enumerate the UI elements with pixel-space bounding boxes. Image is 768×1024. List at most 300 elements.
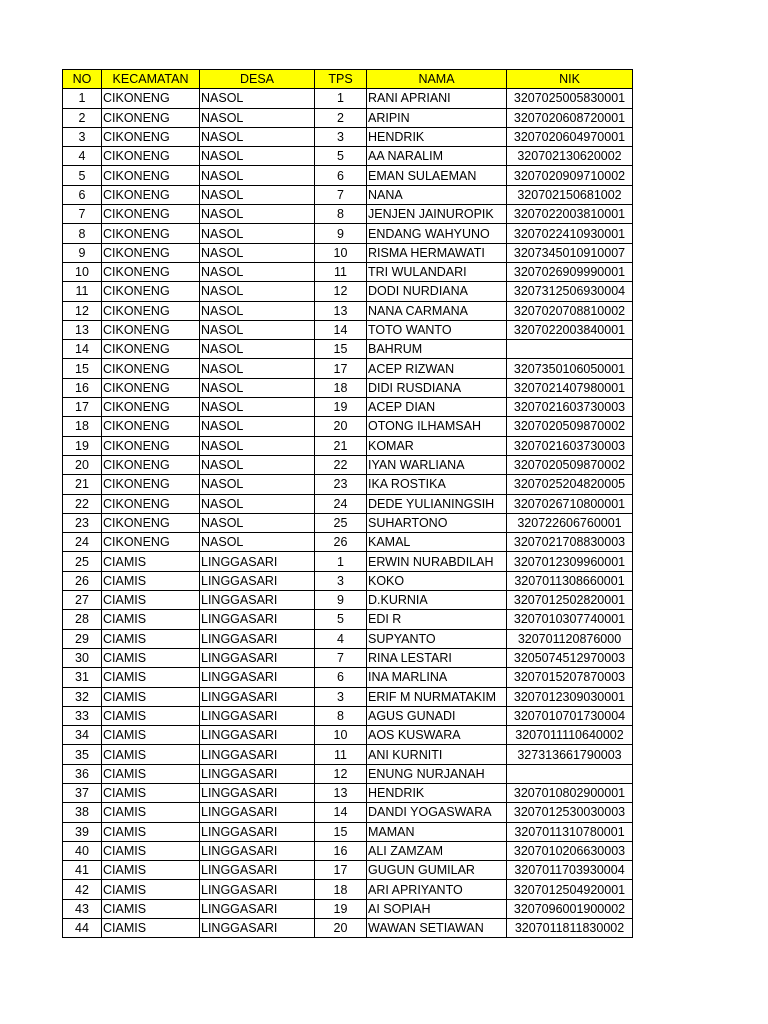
cell-kecamatan: CIAMIS xyxy=(102,591,200,610)
table-row xyxy=(63,320,633,339)
cell-nik: 320722606760001 xyxy=(507,513,633,532)
header-nik: NIK xyxy=(507,70,633,89)
cell-tps: 15 xyxy=(315,822,367,841)
cell-tps: 3 xyxy=(315,571,367,590)
cell-kecamatan: CIAMIS xyxy=(102,629,200,648)
cell-no: 4 xyxy=(63,147,102,166)
cell-kecamatan: CIKONENG xyxy=(102,533,200,552)
cell-nama: IYAN WARLIANA xyxy=(367,455,507,474)
cell-nik: 3207010307740001 xyxy=(507,610,633,629)
cell-nama: SUPYANTO xyxy=(367,629,507,648)
cell-no: 10 xyxy=(63,262,102,281)
cell-kecamatan: CIAMIS xyxy=(102,803,200,822)
cell-no: 40 xyxy=(63,841,102,860)
cell-desa: LINGGASARI xyxy=(200,648,315,667)
cell-desa: NASOL xyxy=(200,147,315,166)
cell-tps: 14 xyxy=(315,320,367,339)
cell-desa: NASOL xyxy=(200,398,315,417)
table-row xyxy=(63,417,633,436)
cell-kecamatan: CIKONENG xyxy=(102,455,200,474)
cell-kecamatan: CIAMIS xyxy=(102,668,200,687)
table-row xyxy=(63,687,633,706)
header-kecamatan: KECAMATAN xyxy=(102,70,200,89)
cell-nik: 3207345010910007 xyxy=(507,243,633,262)
cell-nama: KOKO xyxy=(367,571,507,590)
cell-nama: INA MARLINA xyxy=(367,668,507,687)
cell-tps: 8 xyxy=(315,706,367,725)
cell-no: 25 xyxy=(63,552,102,571)
cell-nik: 3207312506930004 xyxy=(507,282,633,301)
cell-tps: 18 xyxy=(315,880,367,899)
cell-no: 13 xyxy=(63,320,102,339)
cell-no: 29 xyxy=(63,629,102,648)
table-body xyxy=(63,89,633,938)
cell-nama: TRI WULANDARI xyxy=(367,262,507,281)
cell-no: 2 xyxy=(63,108,102,127)
cell-nama: MAMAN xyxy=(367,822,507,841)
cell-kecamatan: CIAMIS xyxy=(102,610,200,629)
cell-tps: 20 xyxy=(315,919,367,938)
cell-no: 33 xyxy=(63,706,102,725)
cell-kecamatan: CIKONENG xyxy=(102,475,200,494)
cell-tps: 11 xyxy=(315,262,367,281)
cell-nik: 3207020509870002 xyxy=(507,417,633,436)
cell-kecamatan: CIAMIS xyxy=(102,745,200,764)
cell-kecamatan: CIKONENG xyxy=(102,185,200,204)
cell-kecamatan: CIKONENG xyxy=(102,359,200,378)
cell-no: 36 xyxy=(63,764,102,783)
cell-desa: NASOL xyxy=(200,494,315,513)
table-row xyxy=(63,147,633,166)
cell-nik: 3207096001900002 xyxy=(507,899,633,918)
table-row xyxy=(63,861,633,880)
cell-tps: 16 xyxy=(315,841,367,860)
cell-nama: EDI R xyxy=(367,610,507,629)
cell-desa: LINGGASARI xyxy=(200,919,315,938)
cell-desa: LINGGASARI xyxy=(200,880,315,899)
cell-nama: D.KURNIA xyxy=(367,591,507,610)
cell-nik: 3207012530030003 xyxy=(507,803,633,822)
cell-nama: WAWAN SETIAWAN xyxy=(367,919,507,938)
cell-no: 37 xyxy=(63,783,102,802)
table-row xyxy=(63,436,633,455)
cell-nik: 3207021603730003 xyxy=(507,398,633,417)
cell-no: 3 xyxy=(63,127,102,146)
cell-no: 22 xyxy=(63,494,102,513)
cell-nama: DANDI YOGASWARA xyxy=(367,803,507,822)
cell-tps: 5 xyxy=(315,610,367,629)
cell-kecamatan: CIKONENG xyxy=(102,205,200,224)
cell-tps: 6 xyxy=(315,166,367,185)
cell-tps: 9 xyxy=(315,224,367,243)
voter-data-table xyxy=(62,69,633,938)
table-row xyxy=(63,359,633,378)
cell-nik: 3207021603730003 xyxy=(507,436,633,455)
table-row xyxy=(63,783,633,802)
cell-desa: NASOL xyxy=(200,205,315,224)
table-row xyxy=(63,629,633,648)
header-row xyxy=(63,70,633,89)
cell-nik: 3207021407980001 xyxy=(507,378,633,397)
cell-tps: 1 xyxy=(315,552,367,571)
cell-nama: OTONG ILHAMSAH xyxy=(367,417,507,436)
cell-nik: 3207021708830003 xyxy=(507,533,633,552)
cell-nama: KAMAL xyxy=(367,533,507,552)
table-row xyxy=(63,205,633,224)
cell-desa: NASOL xyxy=(200,378,315,397)
cell-nik: 3207020909710002 xyxy=(507,166,633,185)
cell-desa: NASOL xyxy=(200,127,315,146)
cell-no: 11 xyxy=(63,282,102,301)
cell-nama: ANI KURNITI xyxy=(367,745,507,764)
cell-nik: 3207012504920001 xyxy=(507,880,633,899)
cell-desa: LINGGASARI xyxy=(200,610,315,629)
cell-tps: 8 xyxy=(315,205,367,224)
table-row xyxy=(63,841,633,860)
cell-desa: NASOL xyxy=(200,340,315,359)
table-row xyxy=(63,262,633,281)
cell-tps: 19 xyxy=(315,899,367,918)
cell-kecamatan: CIKONENG xyxy=(102,127,200,146)
table-row xyxy=(63,127,633,146)
cell-tps: 14 xyxy=(315,803,367,822)
table-row xyxy=(63,803,633,822)
cell-desa: NASOL xyxy=(200,301,315,320)
cell-nama: ACEP DIAN xyxy=(367,398,507,417)
cell-kecamatan: CIAMIS xyxy=(102,861,200,880)
table-row xyxy=(63,899,633,918)
cell-desa: NASOL xyxy=(200,108,315,127)
cell-desa: NASOL xyxy=(200,282,315,301)
cell-tps: 13 xyxy=(315,783,367,802)
table-row xyxy=(63,610,633,629)
table-row xyxy=(63,919,633,938)
cell-nik: 3205074512970003 xyxy=(507,648,633,667)
table-row xyxy=(63,340,633,359)
cell-no: 31 xyxy=(63,668,102,687)
cell-kecamatan: CIKONENG xyxy=(102,262,200,281)
cell-desa: NASOL xyxy=(200,320,315,339)
table-row xyxy=(63,282,633,301)
cell-no: 26 xyxy=(63,571,102,590)
cell-nama: ARI APRIYANTO xyxy=(367,880,507,899)
cell-kecamatan: CIAMIS xyxy=(102,880,200,899)
cell-tps: 10 xyxy=(315,726,367,745)
cell-kecamatan: CIAMIS xyxy=(102,764,200,783)
cell-no: 41 xyxy=(63,861,102,880)
cell-no: 38 xyxy=(63,803,102,822)
cell-kecamatan: CIAMIS xyxy=(102,687,200,706)
cell-nama: SUHARTONO xyxy=(367,513,507,532)
cell-desa: LINGGASARI xyxy=(200,783,315,802)
cell-tps: 22 xyxy=(315,455,367,474)
cell-tps: 3 xyxy=(315,687,367,706)
cell-nik: 320702130620002 xyxy=(507,147,633,166)
table-row xyxy=(63,301,633,320)
cell-desa: LINGGASARI xyxy=(200,764,315,783)
cell-tps: 18 xyxy=(315,378,367,397)
cell-no: 8 xyxy=(63,224,102,243)
cell-no: 35 xyxy=(63,745,102,764)
table-row xyxy=(63,378,633,397)
cell-nama: HENDRIK xyxy=(367,783,507,802)
table-row xyxy=(63,552,633,571)
cell-no: 27 xyxy=(63,591,102,610)
cell-nik: 3207020608720001 xyxy=(507,108,633,127)
cell-kecamatan: CIKONENG xyxy=(102,494,200,513)
cell-no: 42 xyxy=(63,880,102,899)
cell-nik: 3207025005830001 xyxy=(507,89,633,108)
cell-nik: 3207025204820005 xyxy=(507,475,633,494)
cell-desa: LINGGASARI xyxy=(200,745,315,764)
cell-no: 39 xyxy=(63,822,102,841)
cell-tps: 21 xyxy=(315,436,367,455)
cell-nik: 3207010802900001 xyxy=(507,783,633,802)
cell-nik: 327313661790003 xyxy=(507,745,633,764)
cell-nik: 3207011310780001 xyxy=(507,822,633,841)
cell-nik: 3207012309960001 xyxy=(507,552,633,571)
cell-nik: 3207011110640002 xyxy=(507,726,633,745)
cell-tps: 4 xyxy=(315,629,367,648)
table-row xyxy=(63,764,633,783)
cell-kecamatan: CIKONENG xyxy=(102,147,200,166)
table-row xyxy=(63,398,633,417)
cell-no: 21 xyxy=(63,475,102,494)
cell-desa: LINGGASARI xyxy=(200,571,315,590)
cell-no: 34 xyxy=(63,726,102,745)
header-desa: DESA xyxy=(200,70,315,89)
cell-desa: LINGGASARI xyxy=(200,822,315,841)
cell-kecamatan: CIAMIS xyxy=(102,571,200,590)
cell-no: 5 xyxy=(63,166,102,185)
cell-kecamatan: CIAMIS xyxy=(102,899,200,918)
cell-nik: 3207022410930001 xyxy=(507,224,633,243)
cell-tps: 26 xyxy=(315,533,367,552)
cell-nik: 3207011811830002 xyxy=(507,919,633,938)
cell-no: 43 xyxy=(63,899,102,918)
cell-desa: NASOL xyxy=(200,417,315,436)
table-row xyxy=(63,475,633,494)
cell-kecamatan: CIKONENG xyxy=(102,513,200,532)
table-row xyxy=(63,648,633,667)
cell-tps: 25 xyxy=(315,513,367,532)
cell-nik: 3207011703930004 xyxy=(507,861,633,880)
table-row xyxy=(63,822,633,841)
cell-no: 6 xyxy=(63,185,102,204)
cell-tps: 19 xyxy=(315,398,367,417)
cell-no: 24 xyxy=(63,533,102,552)
cell-nama: KOMAR xyxy=(367,436,507,455)
cell-kecamatan: CIAMIS xyxy=(102,552,200,571)
cell-nama: ERWIN NURABDILAH xyxy=(367,552,507,571)
cell-kecamatan: CIKONENG xyxy=(102,89,200,108)
table-row xyxy=(63,571,633,590)
cell-desa: NASOL xyxy=(200,436,315,455)
cell-tps: 12 xyxy=(315,282,367,301)
cell-tps: 13 xyxy=(315,301,367,320)
cell-kecamatan: CIAMIS xyxy=(102,822,200,841)
cell-nama: HENDRIK xyxy=(367,127,507,146)
cell-kecamatan: CIKONENG xyxy=(102,340,200,359)
cell-no: 17 xyxy=(63,398,102,417)
cell-nik: 3207026710800001 xyxy=(507,494,633,513)
cell-nik: 3207022003810001 xyxy=(507,205,633,224)
cell-nama: RISMA HERMAWATI xyxy=(367,243,507,262)
cell-nama: AOS KUSWARA xyxy=(367,726,507,745)
cell-nama: DODI NURDIANA xyxy=(367,282,507,301)
cell-kecamatan: CIKONENG xyxy=(102,436,200,455)
table-row xyxy=(63,591,633,610)
cell-nik: 3207022003840001 xyxy=(507,320,633,339)
cell-kecamatan: CIKONENG xyxy=(102,320,200,339)
cell-nama: NANA CARMANA xyxy=(367,301,507,320)
cell-nik: 3207020604970001 xyxy=(507,127,633,146)
cell-tps: 10 xyxy=(315,243,367,262)
cell-nama: EMAN SULAEMAN xyxy=(367,166,507,185)
cell-kecamatan: CIAMIS xyxy=(102,726,200,745)
cell-desa: LINGGASARI xyxy=(200,726,315,745)
cell-tps: 12 xyxy=(315,764,367,783)
table-row xyxy=(63,726,633,745)
cell-kecamatan: CIKONENG xyxy=(102,301,200,320)
cell-desa: NASOL xyxy=(200,89,315,108)
cell-nik: 320702150681002 xyxy=(507,185,633,204)
cell-kecamatan: CIKONENG xyxy=(102,224,200,243)
cell-desa: LINGGASARI xyxy=(200,687,315,706)
cell-nama: AA NARALIM xyxy=(367,147,507,166)
table-row xyxy=(63,706,633,725)
cell-tps: 17 xyxy=(315,359,367,378)
cell-nik: 3207010701730004 xyxy=(507,706,633,725)
cell-tps: 7 xyxy=(315,648,367,667)
cell-tps: 24 xyxy=(315,494,367,513)
cell-desa: LINGGASARI xyxy=(200,841,315,860)
header-nama: NAMA xyxy=(367,70,507,89)
cell-tps: 5 xyxy=(315,147,367,166)
cell-nik: 3207011308660001 xyxy=(507,571,633,590)
cell-nama: AGUS GUNADI xyxy=(367,706,507,725)
cell-nama: ERIF M NURMATAKIM xyxy=(367,687,507,706)
cell-nama: IKA ROSTIKA xyxy=(367,475,507,494)
cell-tps: 23 xyxy=(315,475,367,494)
cell-no: 9 xyxy=(63,243,102,262)
cell-nik: 3207020509870002 xyxy=(507,455,633,474)
cell-no: 14 xyxy=(63,340,102,359)
table-row xyxy=(63,668,633,687)
table-row xyxy=(63,166,633,185)
cell-no: 18 xyxy=(63,417,102,436)
cell-kecamatan: CIKONENG xyxy=(102,108,200,127)
cell-tps: 7 xyxy=(315,185,367,204)
cell-kecamatan: CIKONENG xyxy=(102,166,200,185)
cell-nik: 3207012309030001 xyxy=(507,687,633,706)
cell-tps: 6 xyxy=(315,668,367,687)
cell-nik: 3207010206630003 xyxy=(507,841,633,860)
cell-no: 44 xyxy=(63,919,102,938)
cell-tps: 9 xyxy=(315,591,367,610)
cell-kecamatan: CIKONENG xyxy=(102,398,200,417)
cell-nama: ARIPIN xyxy=(367,108,507,127)
cell-nama: JENJEN JAINUROPIK xyxy=(367,205,507,224)
cell-no: 23 xyxy=(63,513,102,532)
cell-nik: 3207015207870003 xyxy=(507,668,633,687)
cell-nama: ENDANG WAHYUNO xyxy=(367,224,507,243)
cell-nama: TOTO WANTO xyxy=(367,320,507,339)
cell-nama: ALI ZAMZAM xyxy=(367,841,507,860)
cell-desa: NASOL xyxy=(200,166,315,185)
cell-desa: LINGGASARI xyxy=(200,552,315,571)
cell-nama: GUGUN GUMILAR xyxy=(367,861,507,880)
cell-no: 30 xyxy=(63,648,102,667)
cell-desa: NASOL xyxy=(200,224,315,243)
cell-nama: RINA LESTARI xyxy=(367,648,507,667)
cell-desa: NASOL xyxy=(200,533,315,552)
cell-nik: 320701120876000 xyxy=(507,629,633,648)
cell-no: 12 xyxy=(63,301,102,320)
table-row xyxy=(63,224,633,243)
cell-no: 15 xyxy=(63,359,102,378)
cell-nama: AI SOPIAH xyxy=(367,899,507,918)
cell-kecamatan: CIKONENG xyxy=(102,378,200,397)
cell-kecamatan: CIKONENG xyxy=(102,243,200,262)
cell-desa: NASOL xyxy=(200,455,315,474)
cell-desa: NASOL xyxy=(200,513,315,532)
table-row xyxy=(63,880,633,899)
cell-nik: 3207020708810002 xyxy=(507,301,633,320)
cell-nik: 3207350106050001 xyxy=(507,359,633,378)
cell-kecamatan: CIAMIS xyxy=(102,706,200,725)
cell-nama: RANI APRIANI xyxy=(367,89,507,108)
cell-desa: LINGGASARI xyxy=(200,861,315,880)
cell-no: 1 xyxy=(63,89,102,108)
cell-tps: 1 xyxy=(315,89,367,108)
cell-desa: NASOL xyxy=(200,262,315,281)
cell-nik xyxy=(507,340,633,359)
cell-tps: 2 xyxy=(315,108,367,127)
cell-kecamatan: CIKONENG xyxy=(102,282,200,301)
cell-nama: DIDI RUSDIANA xyxy=(367,378,507,397)
cell-kecamatan: CIAMIS xyxy=(102,648,200,667)
table-row xyxy=(63,455,633,474)
cell-nama: BAHRUM xyxy=(367,340,507,359)
cell-tps: 17 xyxy=(315,861,367,880)
table-row xyxy=(63,533,633,552)
cell-tps: 3 xyxy=(315,127,367,146)
header-no: NO xyxy=(63,70,102,89)
table-row xyxy=(63,745,633,764)
cell-nik: 3207012502820001 xyxy=(507,591,633,610)
cell-desa: NASOL xyxy=(200,475,315,494)
table-row xyxy=(63,243,633,262)
table-row xyxy=(63,494,633,513)
cell-kecamatan: CIKONENG xyxy=(102,417,200,436)
cell-nama: ENUNG NURJANAH xyxy=(367,764,507,783)
table-row xyxy=(63,108,633,127)
table-row xyxy=(63,89,633,108)
cell-desa: LINGGASARI xyxy=(200,706,315,725)
table-row xyxy=(63,513,633,532)
cell-no: 7 xyxy=(63,205,102,224)
cell-no: 19 xyxy=(63,436,102,455)
cell-tps: 15 xyxy=(315,340,367,359)
cell-kecamatan: CIAMIS xyxy=(102,919,200,938)
cell-desa: NASOL xyxy=(200,359,315,378)
table-row xyxy=(63,185,633,204)
cell-desa: NASOL xyxy=(200,243,315,262)
cell-desa: LINGGASARI xyxy=(200,591,315,610)
cell-desa: LINGGASARI xyxy=(200,803,315,822)
cell-kecamatan: CIAMIS xyxy=(102,841,200,860)
